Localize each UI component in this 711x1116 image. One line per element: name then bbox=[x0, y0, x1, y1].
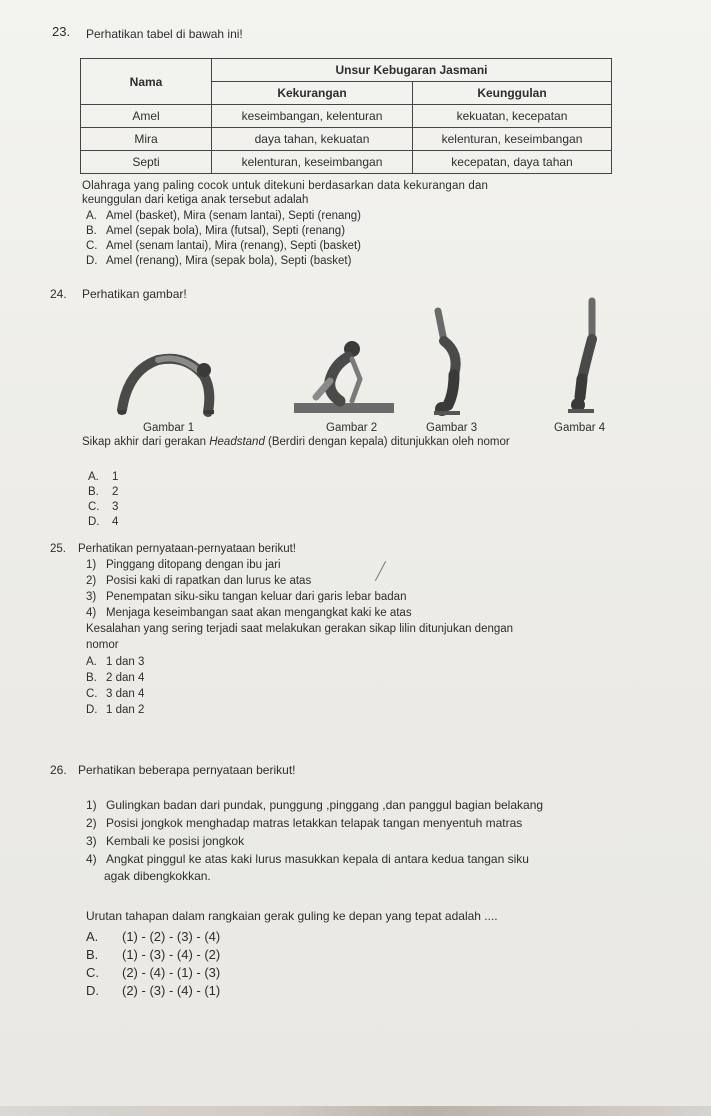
q25-statement: Posisi kaki di rapatkan dan lurus ke atas bbox=[106, 575, 312, 587]
header-nama: Nama bbox=[81, 59, 212, 105]
q26-statement: Kembali ke posisi jongkok bbox=[106, 834, 245, 848]
figure-1-bridge bbox=[108, 340, 228, 420]
q25-option-a[interactable]: 1 dan 3 bbox=[106, 656, 145, 668]
q25-intro: Perhatikan pernyataan-pernyataan berikut! bbox=[78, 543, 297, 555]
q26-number: 26. bbox=[50, 763, 67, 777]
cell-keunggulan: kelenturan, keseimbangan bbox=[413, 128, 612, 151]
q26-option-d[interactable]: (2) - (3) - (4) - (1) bbox=[122, 983, 221, 998]
caption-gambar-3: Gambar 3 bbox=[426, 422, 478, 434]
q23-option-a[interactable]: Amel (basket), Mira (senam lantai), Septi (renang) bbox=[106, 210, 362, 222]
q23-option-c-letter[interactable]: C. bbox=[86, 240, 98, 252]
q25-option-d-letter[interactable]: D. bbox=[86, 704, 98, 716]
q25-option-b[interactable]: 2 dan 4 bbox=[106, 672, 145, 684]
caption-gambar-1: Gambar 1 bbox=[143, 422, 195, 434]
cell-keunggulan: kekuatan, kecepatan bbox=[413, 105, 612, 128]
q24-option-c-letter[interactable]: C. bbox=[88, 501, 100, 513]
q25-statement-number: 1) bbox=[86, 559, 97, 571]
q26-option-c[interactable]: (2) - (4) - (1) - (3) bbox=[122, 965, 221, 980]
table-row bbox=[81, 151, 612, 174]
q25-statement-number: 4) bbox=[86, 607, 97, 619]
q26-statement-number: 2) bbox=[86, 816, 97, 830]
q23-question-line1: Olahraga yang paling cocok untuk ditekuni berdasarkan data kekurangan dan bbox=[82, 180, 489, 192]
table-row bbox=[81, 128, 612, 151]
q24-question-prefix: Sikap akhir dari gerakan bbox=[82, 436, 210, 448]
cell-nama: Amel bbox=[81, 105, 212, 128]
q26-option-a[interactable]: (1) - (2) - (3) - (4) bbox=[122, 929, 221, 944]
q24-option-a[interactable]: 1 bbox=[112, 471, 119, 483]
q26-statement-number: 4) bbox=[86, 852, 97, 866]
q24-intro: Perhatikan gambar! bbox=[82, 287, 187, 301]
q23-option-a-letter[interactable]: A. bbox=[86, 210, 97, 222]
q24-option-d-letter[interactable]: D. bbox=[88, 516, 100, 528]
table-row bbox=[81, 105, 612, 128]
pencil-mark bbox=[375, 561, 386, 581]
q23-number: 23. bbox=[52, 24, 71, 39]
q24-number: 24. bbox=[50, 287, 67, 301]
q25-number: 25. bbox=[50, 543, 66, 555]
q26-option-a-letter[interactable]: A. bbox=[86, 929, 99, 944]
q24-option-b-letter[interactable]: B. bbox=[88, 486, 99, 498]
q24-question-suffix: (Berdiri dengan kepala) ditunjukkan oleh nomor bbox=[264, 436, 510, 448]
q24-option-c[interactable]: 3 bbox=[112, 501, 119, 513]
q24-question bbox=[82, 436, 510, 448]
cell-kekurangan: kelenturan, keseimbangan bbox=[212, 151, 413, 174]
caption-gambar-4: Gambar 4 bbox=[554, 422, 606, 434]
header-unsur: Unsur Kebugaran Jasmani bbox=[212, 59, 612, 82]
cell-keunggulan: kecepatan, daya tahan bbox=[413, 151, 612, 174]
q25-statement: Pinggang ditopang dengan ibu jari bbox=[106, 559, 281, 571]
q25-statement: Menjaga keseimbangan saat akan mengangkat kaki ke atas bbox=[106, 607, 412, 619]
q25-option-d[interactable]: 1 dan 2 bbox=[106, 704, 145, 716]
q23-option-d[interactable]: Amel (renang), Mira (sepak bola), Septi (basket) bbox=[106, 255, 352, 267]
q25-statement-number: 3) bbox=[86, 591, 97, 603]
q26-statement: Angkat pinggul ke atas kaki lurus masukkan kepala di antara kedua tangan siku bbox=[106, 852, 529, 866]
q26-intro: Perhatikan beberapa pernyataan berikut! bbox=[78, 763, 296, 777]
q23-question-line2: keunggulan dari ketiga anak tersebut adalah bbox=[82, 194, 309, 206]
figure-3-half-headstand bbox=[420, 305, 480, 420]
figure-2-tuck bbox=[290, 335, 400, 420]
header-kekurangan: Kekurangan bbox=[212, 82, 413, 105]
q24-option-b[interactable]: 2 bbox=[112, 486, 119, 498]
q26-statement-number: 3) bbox=[86, 834, 97, 848]
q23-option-c[interactable]: Amel (senam lantai), Mira (renang), Septi (basket) bbox=[106, 240, 362, 252]
figure-4-headstand bbox=[560, 295, 610, 420]
q24-option-d[interactable]: 4 bbox=[112, 516, 119, 528]
header-keunggulan: Keunggulan bbox=[413, 82, 612, 105]
q25-statement-number: 2) bbox=[86, 575, 97, 587]
q26-question: Urutan tahapan dalam rangkaian gerak guling ke depan yang tepat adalah .... bbox=[86, 909, 498, 923]
q25-statement: Penempatan siku-siku tangan keluar dari garis lebar badan bbox=[106, 591, 407, 603]
q23-option-b-letter[interactable]: B. bbox=[86, 225, 97, 237]
q24-question-italic: Headstand bbox=[209, 436, 265, 448]
cell-kekurangan: daya tahan, kekuatan bbox=[212, 128, 413, 151]
q25-question-line1: Kesalahan yang sering terjadi saat melakukan gerakan sikap lilin ditunjukan dengan bbox=[86, 623, 514, 635]
q26-option-c-letter[interactable]: C. bbox=[86, 965, 99, 980]
q24-option-a-letter[interactable]: A. bbox=[88, 471, 99, 483]
q26-statement: Gulingkan badan dari pundak, punggung ,pinggang ,dan panggul bagian belakang bbox=[106, 798, 544, 812]
q26-option-d-letter[interactable]: D. bbox=[86, 983, 99, 998]
q26-option-b-letter[interactable]: B. bbox=[86, 947, 99, 962]
q25-option-b-letter[interactable]: B. bbox=[86, 672, 97, 684]
q25-option-a-letter[interactable]: A. bbox=[86, 656, 97, 668]
q26-statement-4-continuation: agak dibengkokkan. bbox=[104, 869, 211, 883]
q26-statement-number: 1) bbox=[86, 798, 97, 812]
cell-nama: Septi bbox=[81, 151, 212, 174]
q23-option-b[interactable]: Amel (sepak bola), Mira (futsal), Septi (renang) bbox=[106, 225, 346, 237]
q26-option-b[interactable]: (1) - (3) - (4) - (2) bbox=[122, 947, 221, 962]
page-bottom-edge bbox=[0, 1106, 711, 1116]
caption-gambar-2: Gambar 2 bbox=[326, 422, 378, 434]
cell-kekurangan: keseimbangan, kelenturan bbox=[212, 105, 413, 128]
q25-option-c-letter[interactable]: C. bbox=[86, 688, 98, 700]
q23-option-d-letter[interactable]: D. bbox=[86, 255, 98, 267]
q26-statement: Posisi jongkok menghadap matras letakkan telapak tangan menyentuh matras bbox=[106, 816, 523, 830]
q25-question-line2: nomor bbox=[86, 639, 119, 651]
q23-intro: Perhatikan tabel di bawah ini! bbox=[86, 27, 243, 41]
q25-option-c[interactable]: 3 dan 4 bbox=[106, 688, 145, 700]
fitness-table bbox=[80, 58, 612, 174]
cell-nama: Mira bbox=[81, 128, 212, 151]
